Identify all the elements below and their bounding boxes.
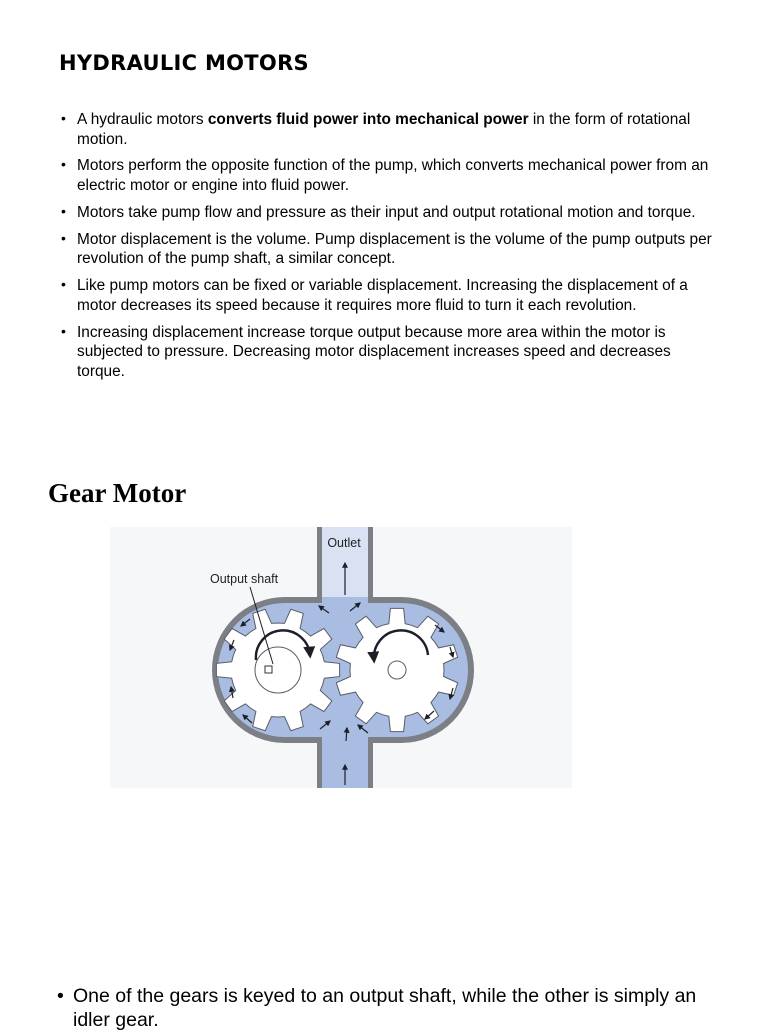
gear-motor-svg bbox=[110, 527, 572, 788]
bullet-text: in the form of rotational motion. bbox=[77, 111, 691, 148]
bullet-text: A hydraulic motors bbox=[77, 111, 208, 128]
bullet-item: • Motors perform the opposite function of the pump, which converts mechanical power from an electric motor or engine into fluid power. bbox=[59, 156, 719, 195]
bullet-bold-text: converts fluid power into mechanical power bbox=[207, 111, 529, 128]
outlet-label: Outlet bbox=[327, 536, 361, 550]
output-shaft-label: Output shaft bbox=[210, 572, 279, 586]
bullet-item: • Increasing displacement increase torque output because more area within the motor is subjected to pressure. Decreasing motor displacement increases speed and decreases torque. bbox=[59, 323, 719, 382]
idler-shaft bbox=[388, 661, 406, 679]
bullet-item: • Motor displacement is the volume. Pump displacement is the volume of the pump outputs per revolution of the pump shaft, a similar concept. bbox=[59, 230, 719, 269]
shaft-key bbox=[265, 666, 272, 673]
bullet-item bbox=[59, 110, 719, 149]
bullet-item: • Like pump motors can be fixed or variable displacement. Increasing the displacement of a motor decreases its speed because it requires more fluid to turn it each revolution. bbox=[59, 276, 719, 315]
bullet-list bbox=[59, 110, 719, 389]
section-title: Gear Motor bbox=[48, 478, 187, 508]
output-shaft bbox=[255, 647, 301, 693]
gear-motor-diagram bbox=[110, 527, 572, 788]
page-title: HYDRAULIC MOTORS bbox=[59, 51, 309, 75]
bottom-bullet-list bbox=[57, 984, 737, 1032]
bullet-item: • One of the gears is keyed to an output shaft, while the other is simply an idler gear. bbox=[57, 984, 737, 1032]
bullet-item: • Motors take pump flow and pressure as their input and output rotational motion and torque. bbox=[59, 203, 719, 223]
